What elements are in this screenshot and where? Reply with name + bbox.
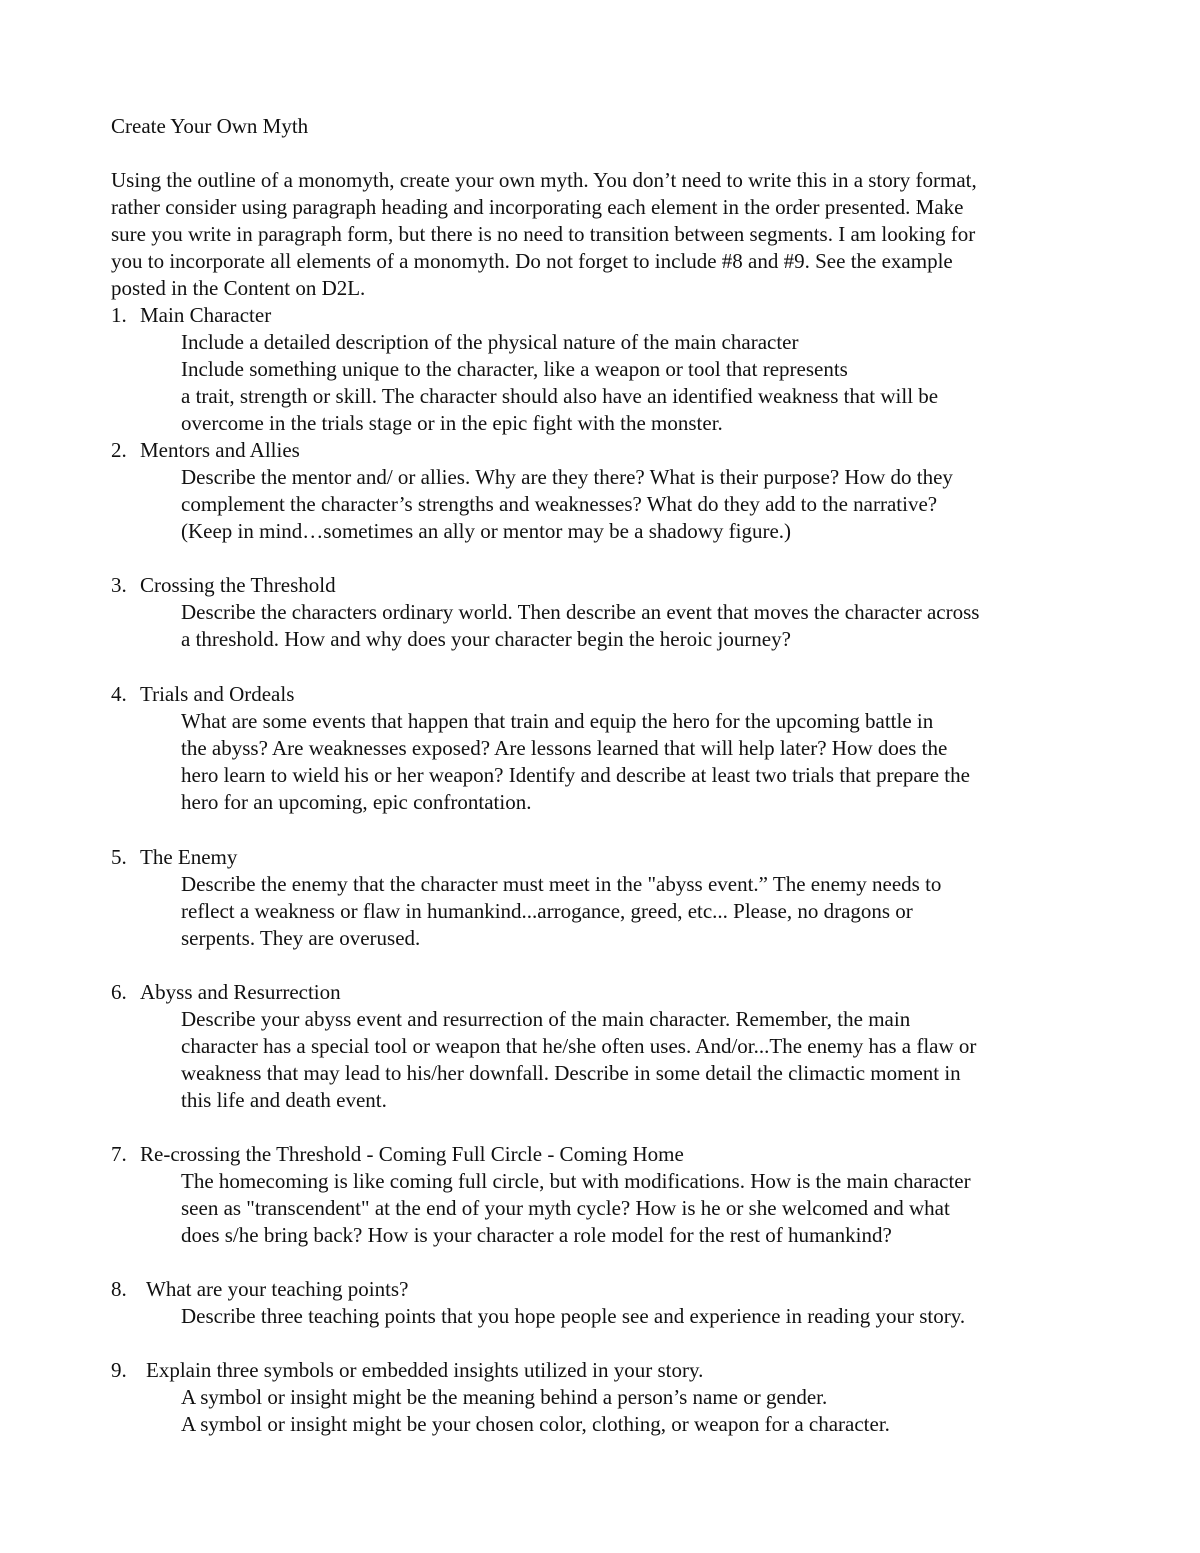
- item-heading: [111, 1276, 965, 1303]
- item-line: Describe three teaching points that you hope people see and experience in reading your story.: [181, 1304, 966, 1328]
- item-line: Describe your abyss event and resurrection of the main character. Remember, the main: [181, 1007, 911, 1031]
- item-line: character has a special tool or weapon that he/she often uses. And/or...The enemy has a flaw or: [181, 1034, 977, 1058]
- item-line: a threshold. How and why does your character begin the heroic journey?: [181, 627, 791, 651]
- item-line: What are some events that happen that train and equip the hero for the upcoming battle in: [181, 709, 934, 733]
- item-heading: [111, 979, 976, 1006]
- item-line: hero learn to wield his or her weapon? Identify and describe at least two trials that prepare the: [181, 763, 970, 787]
- item-heading-text: Trials and Ordeals: [140, 682, 295, 706]
- item-heading-text: Main Character: [140, 303, 272, 327]
- item-body: [111, 871, 941, 952]
- item-body: [111, 1168, 971, 1249]
- item-crossing-the-threshold: [111, 572, 979, 653]
- item-heading-text: The Enemy: [140, 845, 238, 869]
- intro-line: sure you write in paragraph form, but there is no need to transition between segments. I am looking for: [111, 222, 976, 246]
- intro-line: rather consider using paragraph heading and incorporating each element in the order presented. Make: [111, 195, 964, 219]
- item-heading-text: What are your teaching points?: [146, 1277, 409, 1301]
- item-line: A symbol or insight might be your chosen color, clothing, or weapon for a character.: [181, 1412, 890, 1436]
- item-line: hero for an upcoming, epic confrontation.: [181, 790, 532, 814]
- item-line: overcome in the trials stage or in the epic fight with the monster.: [181, 411, 723, 435]
- item-body: [111, 464, 953, 545]
- item-line: Include something unique to the character, like a weapon or tool that represents: [181, 357, 848, 381]
- item-the-enemy: [111, 844, 941, 952]
- item-heading-text: Explain three symbols or embedded insights utilized in your story.: [146, 1358, 704, 1382]
- item-mentors-and-allies: [111, 437, 953, 545]
- item-line: Describe the enemy that the character must meet in the "abyss event.” The enemy needs to: [181, 872, 942, 896]
- document-title: Create Your Own Myth: [111, 114, 309, 138]
- item-symbols-and-insights: [111, 1357, 890, 1438]
- item-number: 4.: [111, 682, 127, 706]
- intro-line: posted in the Content on D2L.: [111, 276, 366, 300]
- item-line: Describe the mentor and/ or allies. Why are they there? What is their purpose? How do they: [181, 465, 953, 489]
- item-heading: [111, 1357, 890, 1384]
- item-number: 6.: [111, 980, 127, 1004]
- item-number: 2.: [111, 438, 127, 462]
- item-number: 7.: [111, 1142, 127, 1166]
- item-heading-text: Abyss and Resurrection: [140, 980, 341, 1004]
- item-heading: [111, 302, 938, 329]
- item-teaching-points: [111, 1276, 965, 1330]
- item-heading: [111, 1141, 971, 1168]
- item-heading: [111, 681, 970, 708]
- item-line: A symbol or insight might be the meaning behind a person’s name or gender.: [181, 1385, 828, 1409]
- item-line: Describe the characters ordinary world. Then describe an event that moves the character across: [181, 600, 980, 624]
- item-body: [111, 599, 979, 653]
- item-body: [111, 1006, 976, 1114]
- item-body: [111, 1384, 890, 1438]
- item-number: 8.: [111, 1277, 127, 1301]
- item-number: 5.: [111, 845, 127, 869]
- item-line: complement the character’s strengths and weaknesses? What do they add to the narrative?: [181, 492, 938, 516]
- item-number: 9.: [111, 1358, 127, 1382]
- item-re-crossing-the-threshold: [111, 1141, 971, 1249]
- item-trials-and-ordeals: [111, 681, 970, 816]
- intro-line: you to incorporate all elements of a monomyth. Do not forget to include #8 and #9. See the example: [111, 249, 953, 273]
- item-line: weakness that may lead to his/her downfall. Describe in some detail the climactic moment in: [181, 1061, 961, 1085]
- item-main-character: [111, 302, 938, 437]
- item-body: [111, 1303, 965, 1330]
- item-line: a trait, strength or skill. The character should also have an identified weakness that will be: [181, 384, 939, 408]
- item-body: [111, 708, 970, 816]
- item-line: serpents. They are overused.: [181, 926, 421, 950]
- item-line: reflect a weakness or flaw in humankind...arrogance, greed, etc... Please, no dragons or: [181, 899, 913, 923]
- intro-paragraph: [111, 167, 977, 302]
- item-heading-text: Mentors and Allies: [140, 438, 300, 462]
- item-line: the abyss? Are weaknesses exposed? Are lessons learned that will help later? How does the: [181, 736, 948, 760]
- item-line: seen as "transcendent" at the end of your myth cycle? How is he or she welcomed and what: [181, 1196, 950, 1220]
- item-body: [111, 329, 938, 437]
- intro-line: Using the outline of a monomyth, create your own myth. You don’t need to write this in a story format,: [111, 168, 977, 192]
- item-line: this life and death event.: [181, 1088, 387, 1112]
- item-number: 1.: [111, 303, 127, 327]
- item-line: does s/he bring back? How is your character a role model for the rest of humankind?: [181, 1223, 892, 1247]
- item-heading: [111, 572, 979, 599]
- item-abyss-and-resurrection: [111, 979, 976, 1114]
- item-line: (Keep in mind…sometimes an ally or mentor may be a shadowy figure.): [181, 519, 792, 543]
- item-heading-text: Re-crossing the Threshold - Coming Full Circle - Coming Home: [140, 1142, 684, 1166]
- item-heading-text: Crossing the Threshold: [140, 573, 336, 597]
- item-line: Include a detailed description of the physical nature of the main character: [181, 330, 799, 354]
- item-number: 3.: [111, 573, 127, 597]
- item-heading: [111, 437, 953, 464]
- item-heading: [111, 844, 941, 871]
- item-line: The homecoming is like coming full circle, but with modifications. How is the main character: [181, 1169, 971, 1193]
